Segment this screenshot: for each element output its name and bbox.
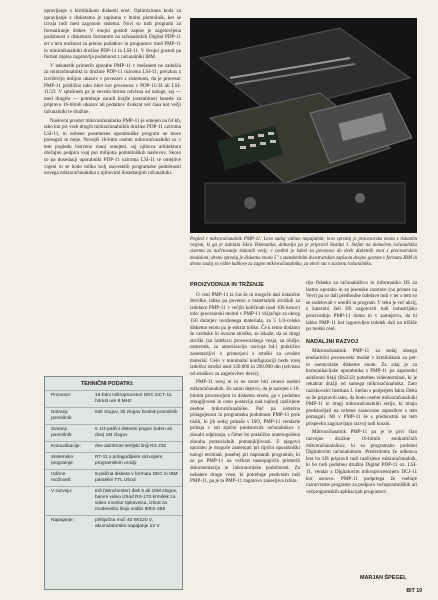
spec-value: 5 1/4-palčni disketni pogon (eden ali dva) 1M zlogov	[95, 427, 172, 438]
paragraph: PMP-11 torej ni in ne more biti ceneni osebni mikroračunalnik. Ze samo dejstvo, da je narejen s 16-bitnim procesorjem in disketno enoto, ga v podobno zmogljivosti in ceno postavlja nad najbolj razširjene osebne mikroračunalnike. Pač pa ustrezna prilagojenost in programska podobnost PMP-11 prek tistih, ki jih sedaj prinaša v ISO, PMP-11 vendarle prihaja v isti tipični predstavnik računalnikov v zlorabi odpiranja, s čimer bo praktično onemogočena zloraba potencialnih pomanjkljivosti. Z njegovo uporabo je mogoče zamenjati pri tipični uporabniški nalogi terminal, posebej pri napisanih programih, ki so po PMP-11 na večkrat nastopajočih primerih dokumentacija te laboratorijske podobnosti. Za nekatere druge vrste, ki potrebuje predvsem tudi PMP-11, pa je ta PMP-11 zagotovo zanesljiva izbira.	[190, 379, 300, 485]
spec-value: priključna moč 40 W/220 V, akumulatorsko napajanje 12 V	[95, 518, 160, 529]
paragraph: upravljanje s krmilnikom disketni enot. Optimizirana koda za upravljanje z disketama je zapisana v bralni pomnilnik, ker se izvaja tudi med zagonom sistema. Novi so tudi programi za formatiranje disket. V enojni gostoti zapise je zagotovljena podobnost z disketnim formatom na računalnikih Digital PDP-11 ter s tem možnost za prenos podatkov in programov med PMP-11 in miniračunalniki družine PDP-11 in LSI-11. V dvojni gostoti pa format zapisa zagotavlja podobnost z računalniki IBM.	[44, 8, 181, 61]
computer-interior-photo	[190, 18, 417, 233]
spec-value: RT-11 s prilagodljivim razvojnim programskim orodji	[95, 455, 163, 466]
spec-row	[45, 469, 182, 486]
paragraph: riju Odseka za računalništvo in informatiko IJS za lastno uporabo in za jesenske razstave (na primer na Vevi) pa so dali predhodne izdelave tudi v ter s tem so se sodelovali v uredili ta program. V teku je več akcij, s katerimi želi IJS zagotoviti tudi industrijsko proizvodnjo PMP-11 doma in v zamejstvu, da bi lahko PMP-11 kot izgotovljen izdelek dali na tržišče po mošni ceni.	[306, 280, 417, 333]
article-column-2	[190, 280, 300, 487]
spec-value: 16-bitni mikroprocesor DEC DCT-11 hitrost ure 8 MHz	[95, 393, 172, 404]
paragraph: Mikroračunalnik PMP-11 za sedaj obsega enokartični procesorski modul v krmilnikom za pet- in osemcolske disketne enote. Za zdaj je za komunikacijske uporabnika s PMP-11 po zaporedni asinhroni liniji (RS232) potreben videoterminal, ki je rekakrat dražji od samega mikroračunalnika. Zato raziskovalci Instituta J. Stefan s podjetjem Iskra Delta so že pripravili tako, da bodo osebni mikroračunalniki PMP-11 in drugi mikroračunalniki serija, ki imajo predstavljali na celotne zasnovane zaposlitve s tem pomagali. Mi v PMP-11 še s prednostmi na tem prispevku zagotavljajo razvoj tudi kmalu.	[306, 348, 417, 427]
photo-illustration	[190, 18, 417, 233]
spec-row	[45, 452, 182, 469]
author-name: MARJAN ŠPEGEL	[360, 575, 407, 581]
article-column-3	[306, 280, 417, 497]
spec-row	[45, 390, 182, 407]
page-footer: BIT 19	[406, 588, 422, 594]
spec-value: 8-palčna disketa v formatu DEC in IBM paralelni TTL izhod	[95, 472, 178, 483]
spec-row	[45, 441, 182, 452]
spec-value: trdi (Winchester) disk 5 ali 10M zlogov, barvni video izhod RS-170 krmilnik za video monitor tipkovnica, izhod za modemsko linijo vodilo IEEE-488	[95, 489, 178, 512]
spec-label: V razvoju:	[51, 489, 73, 494]
spec-label: Procesor:	[51, 393, 72, 398]
spec-row	[45, 515, 182, 532]
spec-label: Napajanje:	[51, 518, 74, 523]
spec-row	[45, 424, 182, 441]
spec-row	[45, 486, 182, 515]
spec-label: Komunikacije:	[51, 444, 81, 449]
spec-row	[45, 407, 182, 424]
section-heading: NADALJNI RAZVOJ	[306, 338, 359, 345]
spec-label: Sistemsko programje:	[51, 455, 74, 466]
article-column-1	[44, 8, 181, 179]
spec-label: Notranji pomnilnik:	[51, 410, 73, 421]
spec-label: Izdirne možnosti:	[51, 472, 72, 483]
section-heading: PROIZVODNJA IN TRŽENJE	[190, 282, 264, 288]
photo-caption: Pogled v mikroračunalnik PMP-11: Levo zadaj vidimo napajalnik; levo spredaj je procesorska enota s tiskanim vezjem, ki ga je izdelala Iskra Telematika, dobavlja pa je pripravil Institut J. Stefan na domačem računalniku sistema za načrtovanje tiskanih vezij; v sredini je kabel za povezavo do dveh disketnih enot z procesorskim modulom; desno spredaj je disketna enota 5" s standardnim dvostranskim zapisom dvojne gostote v formatu IBM in desno zadaj so vidne kablove za zagon mikroračunalnika, za okvir sta v zaslonu računalnika.	[190, 237, 417, 267]
paragraph: O ceni PMP-11 ta čas še ni mogoče dati natančne številke, lahko pa povemo o materialnih stroških za izdelavo PMP-11 v večjih količinah (nad 100 kosov) tole: procesorski modul v PMP-11 vključuje za okrog 150 dolarjev uvoženega materiala, za 5 1/4-colsko disketno enoto pa je enkrat toliko. Če k temu dodamo še carinske in uvozne stroške, se izkaže, da so drugi stroški (za izdelavo procesorskega vezja, za ohišje, usmernik, za amortizacijo razvoja itd.) praktično zanemarljivi v primerjavi s stroški za uvožen material. Celo v minimalni konfiguraciji bodo torej izdelčni stroški med 120.000 in 200.000 din (odvisno od stroškov za zagotovitev deviz).	[190, 291, 300, 377]
spec-value: dve asinhroni serijski liniji RS 232	[95, 444, 167, 449]
spec-label: Zunanji pomnilnik:	[51, 427, 73, 438]
paragraph: V nekaterih primerih uporabe PMP-11 v mešanem ne zadošča za miniračunalniki iz družine PDP-11 oziroma LSI-11; preizkus z izvršitvijo milijon ukazov v povezavi s sistemom, da je procesor PMP-11 približno tako hiter kot procesora v PDP-11/34 ali LSI-11/23. V splošnem pa je seveda hitrost odvisna od naloge, saj — med drugim — potrebuje zaradi krajše (osembitne) besede za pripravo 16-bitnih ukazov ali podatkov dvakrat več časa kot večji računalniki te družine.	[44, 62, 181, 115]
spec-title: TEHNIČNI PODATKI:	[81, 381, 134, 387]
spec-box	[44, 376, 183, 590]
paragraph: Mikroračunalnik PMP-11 pa je le prvi član razvojne družine 16-bitnih enokartičnih mikroračunalnikov, ki so programsko podobni Digitalovim računalnikom. Predvidoma že odkonca leta bo IJS pripravil tudi razširjeno mikroračunalnik, ki bo tudi podobno družini Digital PDP-11 oz. LSI-11, vendar z Digitalovim mikroprocesorjem DCJ-11 kot osnovo. PMP-11 podprtega že vsebuje raznovrstne programe za podporo večuporabniških ali večprogramskih aplikacijah programov.	[306, 429, 417, 495]
paragraph: Naslovni prostor mikroračunalnika PMP-11 je omejen na 64 kb, tako kot pri vseh drugih miniračunalnikih družine PDP-11 oziroma LSI-11, in nobene posamezne uporabniške program ne more presegati te meje. Novejši 16-bitni osebni mikroračunalniki so v tem pogledu bistveno manj omejeni, saj njihova arhitektura običajno podpira vsaj pol milijona pomnilniških naslovov. Skoro so pa dosedanji uporabniki PDP-11 oziroma LSI-11 te omejitve vajeni in se bodo toliko bolj razveselili programske podobnosti novega mikroračunalnika z njihovimi dosedanjimi računalniki.	[44, 117, 181, 177]
spec-value: 64k zlogov, 2k zlogov bralnik pomnilnik	[95, 410, 178, 415]
